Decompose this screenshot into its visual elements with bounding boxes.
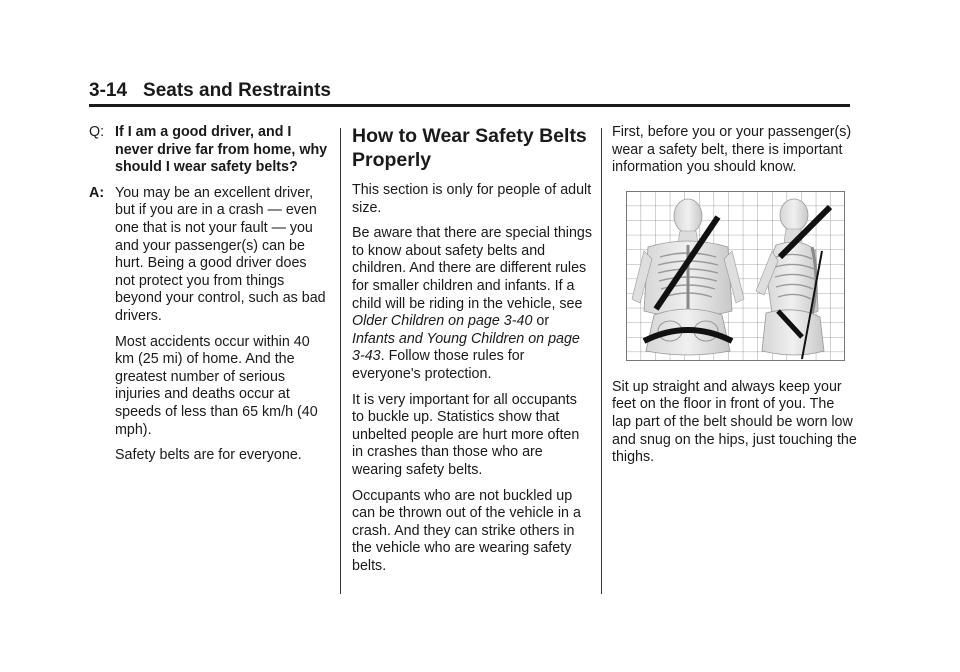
paragraph-children: Be aware that there are special things to know about safety belts and children. And there are different rules for smaller children and infants. If a child will be riding in the vehicle, see Older Children on page 3-40 or Infants and Young Children on page 3-43. Follow those rules for everyone's protection. xyxy=(352,225,593,382)
page-number: 3-14 xyxy=(89,80,128,101)
section-title: Seats and Restraints xyxy=(143,80,331,101)
paragraph-thrown-out: Occupants who are not buckled up can be thrown out of the vehicle in a crash. And they can strike others in the vehicle who are wearing safety belts. xyxy=(352,487,581,574)
column-2 xyxy=(352,124,592,583)
safety-belt-illustration xyxy=(626,191,845,361)
question-block xyxy=(89,124,329,177)
column-divider-left xyxy=(340,128,341,594)
question-text: If I am a good driver, and I never drive far from home, why should I wear safety belts? xyxy=(115,124,328,176)
page-title xyxy=(89,80,850,102)
question-label: Q: xyxy=(89,124,105,140)
paragraph-important-info: First, before you or your passenger(s) wear a safety belt, there is important information you should know. xyxy=(612,124,852,176)
page-header xyxy=(89,80,850,107)
paragraph-adult-size: This section is only for people of adult size. xyxy=(352,182,592,216)
column-1 xyxy=(89,124,329,473)
answer-label: A: xyxy=(89,184,105,201)
paragraph-sit-up-straight: Sit up straight and always keep your feet on the floor in front of you. The lap part of the belt should be worn low and snug on the hips, just touching the thighs. xyxy=(612,378,857,466)
answer-paragraph-2: Most accidents occur within 40 km (25 mi) of home. And the greatest number of serious injuries and deaths occur at speeds of less than 65 km/h (40 mph). xyxy=(115,333,318,438)
column-divider-right xyxy=(601,128,602,594)
header-rule xyxy=(89,104,850,107)
skeleton-belt-figure xyxy=(626,191,845,361)
answer-block xyxy=(89,185,329,326)
answer-paragraph-3: Safety belts are for everyone. xyxy=(115,447,302,464)
answer-text: You may be an excellent driver, but if you are in a crash — even one that is not your fault — you and your passenger(s) can be hurt. Being a good driver does not protect you from things beyond your control, such as bad drivers. xyxy=(115,184,326,324)
column-3 xyxy=(612,124,857,475)
paragraph-buckle-up: It is very important for all occupants to buckle up. Statistics show that unbelted people are hurt more often in crashes than those who are wearing safety belts. xyxy=(352,391,580,478)
link-older-children[interactable]: Older Children on page 3-40 xyxy=(352,313,533,330)
section-heading: How to Wear Safety Belts Properly xyxy=(352,125,587,171)
link-infants-young-children[interactable]: Infants and Young Children on page 3-43 xyxy=(352,330,580,365)
